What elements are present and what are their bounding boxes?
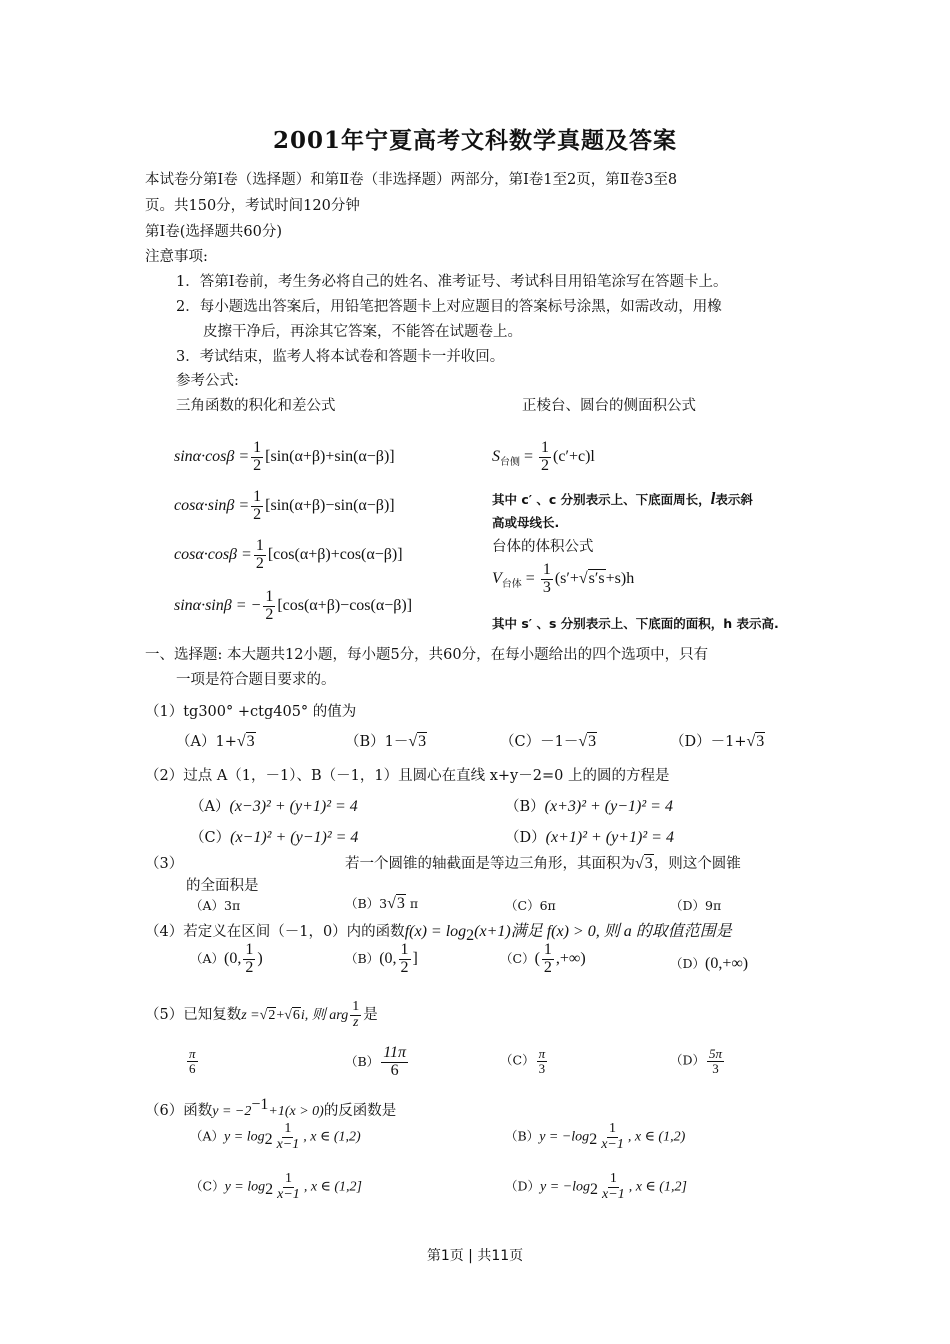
question-2-option-c: （C）(x−1)² + (y−1)² = 4	[190, 829, 359, 846]
intro-line-1: 本试卷分第Ⅰ卷（选择题）和第Ⅱ卷（非选择题）两部分，第Ⅰ卷1至2页，第Ⅱ卷3至8	[145, 172, 678, 188]
question-2-stem: （2）过点 A（1，－1）、B（－1，1）且圆心在直线 x+y－2=0 上的圆的方程是	[145, 768, 670, 784]
question-3-option-a: （A）3π	[190, 898, 241, 913]
reference-heading: 参考公式:	[176, 373, 239, 389]
side-area-heading: 正棱台、圆台的侧面积公式	[522, 398, 696, 414]
question-5-option-a: $\frac{\pi}{6}$	[189, 1046, 196, 1076]
question-3-number: （3）	[145, 856, 184, 872]
question-4-option-b: （B）(0, $\frac{1}{2}$ ]	[345, 941, 418, 976]
part1-heading: 第Ⅰ卷(选择题共60分)	[145, 224, 282, 240]
page-title: 2001年宁夏高考文科数学真题及答案	[272, 127, 677, 154]
question-3-option-b: （B）3√3 π	[345, 895, 419, 912]
volume-formula: $V_{台体}$ = $\frac{1}{3}$ (s′+√s′s+s)h	[492, 561, 635, 596]
question-2-option-d: （D）(x+1)² + (y+1)² = 4	[505, 829, 674, 846]
section-1-line-1: 一、选择题: 本大题共12小题，每小题5分，共60分，在每小题给出的四个选项中，只有	[145, 647, 709, 663]
question-6-option-b: $(B)y = -\log_2$ $\frac{1}{x-1}$ , x ∈ (1,2)	[505, 1121, 686, 1152]
question-6-stem: （6）函数$y = -2^{-1}+1(x > 0)$的反函数是	[145, 1096, 397, 1119]
question-3-stem-2: 的全面积是	[186, 878, 259, 894]
section-1-line-2: 一项是符合题目要求的。	[176, 672, 336, 688]
question-4-stem: （4）若定义在区间（－1，0）内的函数$f(x) = \log_2(x+1)$满足 f(x) > 0, 则 a 的取值范围是	[145, 923, 732, 944]
question-3-stem: 若一个圆锥的轴截面是等边三角形，其面积为√3，则这个圆锥	[345, 855, 741, 872]
question-5-option-b: （B） $\frac{11\pi}{6}$	[345, 1044, 407, 1079]
question-1-option-b: （B）1－√3	[345, 733, 427, 750]
question-2-option-a: （A）(x−3)² + (y+1)² = 4	[190, 798, 358, 815]
page-footer: 第1页 | 共11页	[426, 1248, 524, 1264]
formula-sin-sin: sinα·sinβ = − $\frac{1}{2}$ [cos(α+β)−cos(α−β)]	[174, 588, 413, 623]
notes-heading: 注意事项:	[145, 249, 208, 265]
question-6-option-c: $(C)y = \log_2$ $\frac{1}{x-1}$ , x ∈ (1,2]	[190, 1171, 362, 1202]
question-3-option-d: （D）9π	[670, 898, 722, 913]
question-1-stem: （1）tg300° +ctg405° 的值为	[145, 704, 357, 720]
question-1-option-a: （A）1+√3	[176, 733, 255, 750]
side-area-note: 其中 c′ 、c 分别表示上、下底面周长，l表示斜	[492, 489, 753, 508]
question-6-option-a: $(A)y = \log_2$ $\frac{1}{x-1}$ , x ∈ (1,2)	[190, 1121, 361, 1152]
trig-formula-heading: 三角函数的积化和差公式	[176, 398, 336, 414]
question-5-option-d: （D） $\frac{5\pi}{3}$	[670, 1046, 723, 1076]
question-5-option-c: （C） $\frac{\pi}{3}$	[500, 1046, 546, 1076]
question-4-option-a: （A）(0, $\frac{1}{2}$ )	[190, 941, 263, 976]
question-6-option-d: $(D)y = -\log_2$ $\frac{1}{x-1}$ , x ∈ (1,2]	[505, 1171, 687, 1202]
volume-heading: 台体的体积公式	[492, 539, 594, 555]
formula-cos-sin: cosα·sinβ = $\frac{1}{2}$ [sin(α+β)−sin(α−β)]	[174, 488, 395, 523]
note-2a: 2．每小题选出答案后，用铅笔把答题卡上对应题目的答案标号涂黑，如需改动，用橡	[176, 299, 722, 315]
question-5-stem: （5）已知复数z =√2+√6i, 则 arg $\frac{1}{z}$ 是	[145, 999, 378, 1030]
formula-cos-cos: cosα·cosβ = $\frac{1}{2}$ [cos(α+β)+cos(α−β)]	[174, 537, 403, 572]
note-1: 1．答第Ⅰ卷前，考生务必将自己的姓名、准考证号、考试科目用铅笔涂写在答题卡上。	[176, 274, 728, 290]
question-4-option-c: （C）( $\frac{1}{2}$ ,+∞)	[500, 941, 586, 976]
question-4-option-d: （D）(0,+∞)	[670, 955, 749, 972]
question-3-option-c: （C）6π	[505, 898, 556, 913]
note-3: 3．考试结束，监考人将本试卷和答题卡一并收回。	[176, 349, 505, 365]
side-area-note-2: 高或母线长.	[492, 515, 560, 530]
intro-line-2: 页。共150分，考试时间120分钟	[145, 198, 360, 214]
question-1-option-c: （C）－1－√3	[500, 733, 597, 750]
note-2b: 皮擦干净后，再涂其它答案，不能答在试题卷上。	[203, 324, 522, 340]
question-2-option-b: （B）(x+3)² + (y−1)² = 4	[505, 798, 673, 815]
question-1-option-d: （D）－1+√3	[670, 733, 765, 750]
formula-sin-cos: sinα·cosβ = $\frac{1}{2}$ [sin(α+β)+sin(α−β)]	[174, 439, 395, 474]
volume-note: 其中 s′ 、s 分别表示上、下底面的面积，h 表示高.	[492, 616, 779, 631]
side-area-formula: $S_{台侧}$ = $\frac{1}{2}$ (c′+c)l	[492, 439, 595, 474]
